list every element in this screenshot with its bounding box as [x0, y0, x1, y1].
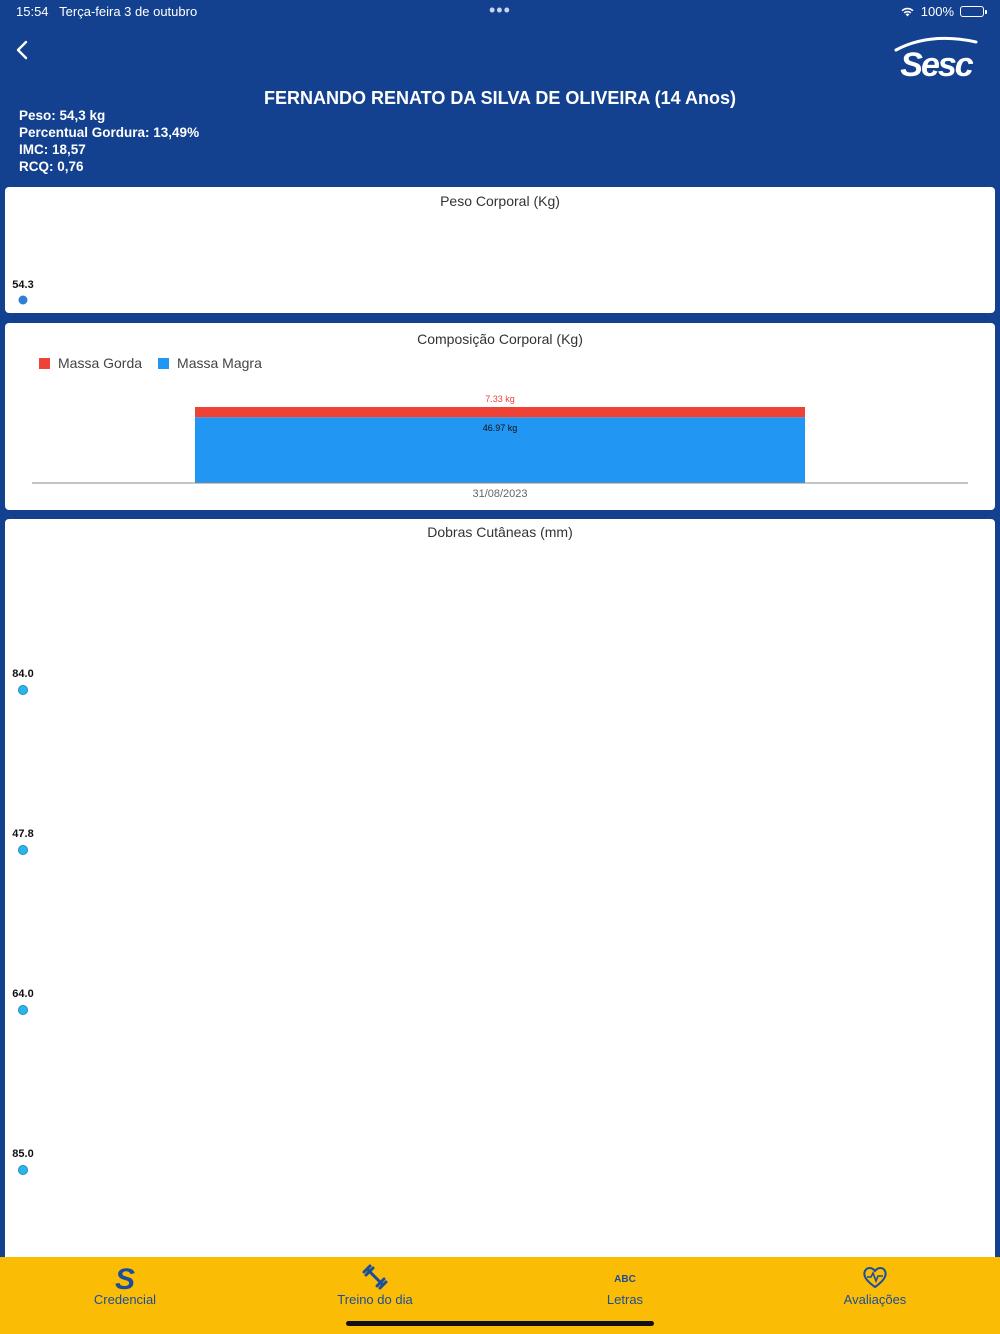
legend-lean-mass-label: Massa Magra [177, 355, 262, 371]
tab-treino-do-dia[interactable] [250, 1257, 500, 1317]
weight-chart-card [5, 187, 995, 313]
skinfold-point [19, 686, 28, 695]
multitask-dots-icon[interactable]: ••• [489, 0, 511, 20]
battery-percent: 100% [920, 4, 954, 19]
heart-pulse-icon [861, 1263, 889, 1291]
home-indicator [346, 1321, 654, 1326]
skinfold-point [19, 846, 28, 855]
legend-fat-mass-label: Massa Gorda [58, 355, 143, 371]
abc-icon [611, 1263, 639, 1291]
x-tick-label: 31/08/2023 [472, 488, 528, 500]
dumbbell-icon [361, 1263, 389, 1291]
skinfold-chart-card [5, 519, 995, 1259]
brand-text: Sesc [900, 46, 972, 80]
skinfold-point-label: 64.0 [12, 988, 34, 1000]
tab-treino-label: Treino do dia [337, 1292, 413, 1307]
sesc-logo [890, 34, 982, 80]
skinfold-point [19, 1166, 28, 1175]
skinfold-point-label: 84.0 [12, 668, 34, 680]
weight-chart-title: Peso Corporal (Kg) [440, 193, 560, 209]
composition-chart-card [5, 323, 995, 510]
status-bar [0, 0, 1000, 24]
status-time [16, 4, 197, 19]
svg-text:ABC: ABC [614, 1274, 636, 1285]
tab-avaliacoes-label: Avaliações [843, 1292, 907, 1307]
bar-lean-mass-label: 46.97 kg [482, 423, 518, 433]
back-button[interactable] [10, 36, 38, 64]
composition-chart [5, 323, 995, 510]
bar-fat-mass-label: 7.33 kg [485, 394, 515, 404]
skinfold-point-label: 85.0 [12, 1148, 34, 1160]
stat-bmi: IMC: 18,57 [19, 142, 86, 157]
weight-point [19, 296, 28, 305]
tab-letras[interactable] [500, 1257, 750, 1317]
tab-letras-label: Letras [606, 1292, 644, 1307]
tab-credencial-label: Credencial [93, 1292, 157, 1307]
wifi-icon [900, 6, 915, 17]
bar-fat-mass [195, 407, 805, 417]
sesc-s-icon [111, 1263, 139, 1291]
stat-whr: RCQ: 0,76 [19, 159, 84, 174]
patient-stats [19, 107, 199, 175]
composition-chart-title: Composição Corporal (Kg) [417, 331, 583, 347]
status-date: Terça-feira 3 de outubro [59, 4, 198, 19]
stat-weight: Peso: 54,3 kg [19, 108, 106, 123]
stat-body-fat: Percentual Gordura: 13,49% [19, 125, 200, 140]
svg-text:S: S [114, 1263, 136, 1291]
skinfold-point-label: 47.8 [12, 828, 34, 840]
status-clock: 15:54 [16, 4, 49, 19]
battery-icon [960, 6, 984, 17]
tab-avaliacoes[interactable] [750, 1257, 1000, 1317]
weight-point-label: 54.3 [12, 279, 34, 291]
patient-name: FERNANDO RENATO DA SILVA DE OLIVEIRA (14 Anos) [263, 88, 737, 108]
skinfold-chart [5, 519, 995, 1259]
tab-credencial[interactable] [0, 1257, 250, 1317]
skinfold-chart-title: Dobras Cutâneas (mm) [427, 524, 573, 540]
weight-chart [5, 187, 995, 313]
skinfold-point [19, 1006, 28, 1015]
status-right [900, 4, 984, 19]
